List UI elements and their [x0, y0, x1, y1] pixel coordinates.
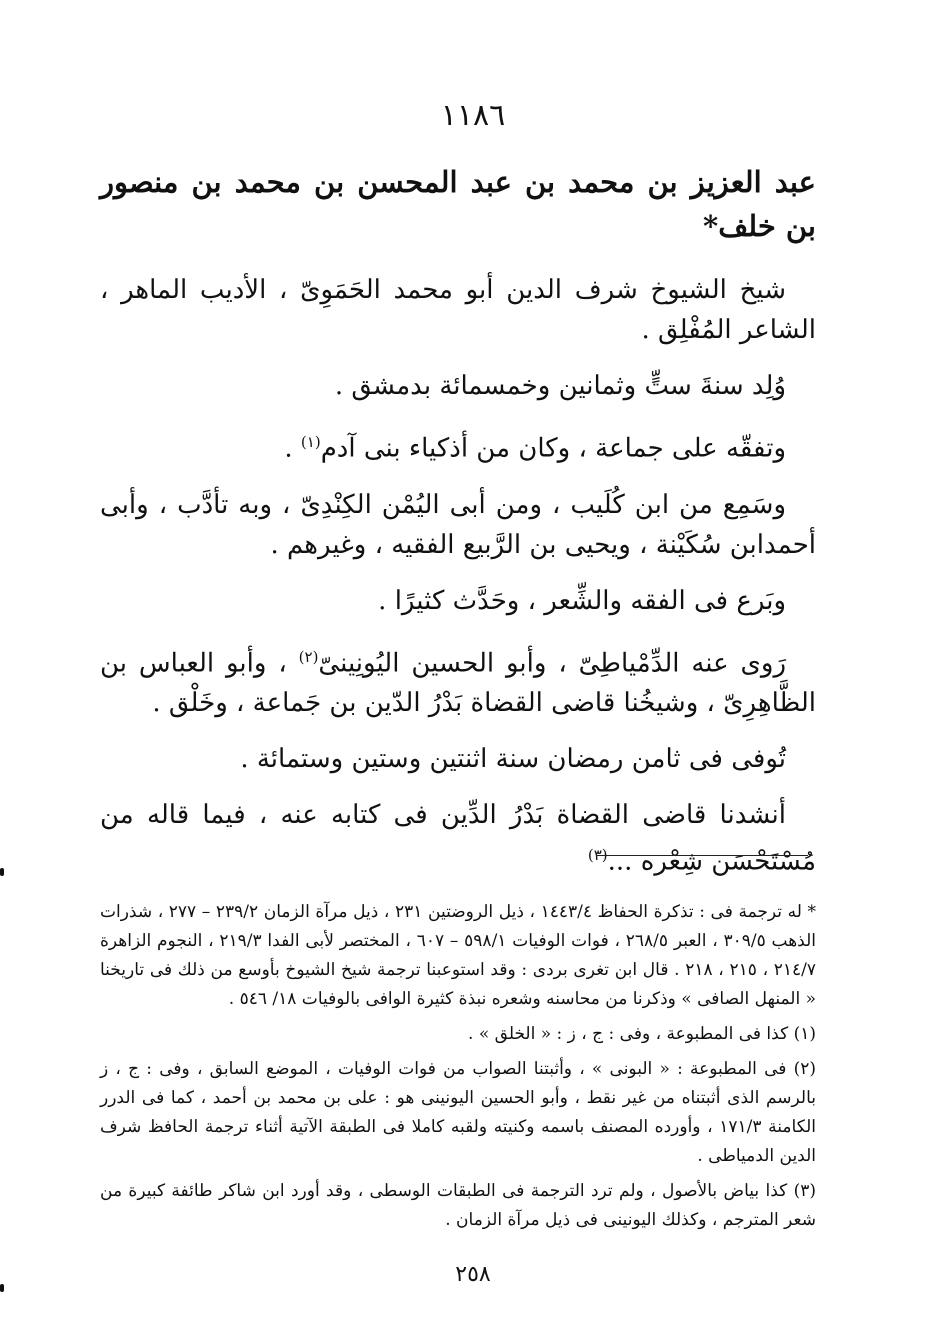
- footnote-star: * له ترجمة فى : تذكرة الحفاظ ١٤٤٣/٤ ، ذيل الروضتين ٢٣١ ، ذيل مرآة الزمان ٢٣٩/٢ – ٢٧٧ ، شذرات الذهب ٣٠٩/٥ ، العبر ٢٦٨/٥ ، فوات الوفيات ٥٩٨/١ – ٦٠٧ ، المختصر لأبى الفدا ٢١٩/٣ ، النجوم الزاهرة ٢١٤/٧ ، ٢١٥ ، ٢١٨ . قال ابن تغرى بردى : وقد استوعبنا ترجمة شيخ الشيوخ بأوسع من ذلك فى تاريخنا « المنهل الصافى » وذكرنا من محاسنه وشعره نبذة كثيرة الوافى بالوفيات ١٨/ ٥٤٦ .: [100, 902, 817, 1009]
- paragraph-3-end: .: [284, 433, 301, 464]
- paragraph-7: تُوفى فى ثامن رمضان سنة اثنتين وستين وستمائة .: [240, 744, 786, 775]
- footnote-1: (١) كذا فى المطبوعة ، وفى : ج ، ز : « الخلق » .: [468, 1024, 816, 1044]
- paragraph-8-text: أنشدنا قاضى القضاة بَدْرُ الدِّين فى كتابه عنه ، فيما قاله من مُسْتَحْسَن شِعْره ...: [100, 800, 816, 877]
- footnote-divider: [596, 855, 808, 856]
- footnote-mark-2: (٢): [298, 647, 319, 666]
- footnote-3: (٣) كذا بياض بالأصول ، ولم ترد الترجمة فى الطبقات الوسطى ، وقد أورد ابن شاكر طائفة كبيرة من شعر المترجم ، وكذلك اليونينى فى ذيل مرآة الزمان .: [100, 1181, 816, 1230]
- paragraph-3-text: وتفقّه على جماعة ، وكان من أذكياء بنى آدم: [320, 433, 786, 464]
- biography-title: عبد العزيز بن محمد بن عبد المحسن بن محمد بن منصور بن خلف*: [100, 165, 816, 243]
- scan-edge-mark: [0, 1284, 4, 1292]
- paragraph-2: وُلِد سنةَ ستٍّ وثمانين وخمسمائة بدمشق .: [334, 371, 786, 401]
- paragraph-4: وسَمِع من ابن كُلَيب ، ومن أبى اليُمْن الكِنْدِىّ ، وبه تأدَّب ، وأبى أحمدابن سُكَيْنة ، ويحيى بن الرَّبيع الفقيه ، وغيرهم .: [100, 489, 816, 560]
- paragraph-5: وبَرع فى الفقه والشِّعر ، وحَدَّث كثيرًا .: [378, 585, 786, 616]
- footnote-mark-3: (٣): [587, 846, 608, 865]
- page-number: ٢٥٨: [455, 1262, 491, 1287]
- paragraph-6-rest: ، وأبو العباس بن الظَّاهِرِىّ ، وشيخُنا قاضى القضاة بَدْرُ الدّين بن جَماعة ، وخَلْق .: [100, 648, 816, 719]
- paragraph-6-text: رَوى عنه الدِّمْياطِىّ ، وأبو الحسين اليُونِينىّ: [318, 648, 787, 679]
- paragraph-1: شيخ الشيوخ شرف الدين أبو محمد الحَمَوِىّ ، الأديب الماهر ، الشاعر المُفْلِق .: [100, 275, 816, 345]
- biography-body: [100, 160, 816, 898]
- paragraph-8: [100, 795, 816, 882]
- footnote-mark-1: (١): [300, 433, 321, 451]
- paragraph-3: [100, 422, 816, 469]
- footnote-2: (٢) فى المطبوعة : « البونى » ، وأثبتنا الصواب من فوات الوفيات ، الموضع السابق ، وفى : ج ، ز بالرسم الذى أثبتناه من غير نقط ، وأبو الحسين اليونينى هو : على بن محمد بن أحمد ، كما فى الدرر الكامنة ١٧١/٣ ، وأورده المصنف باسمه وكنيته ولقبه كاملا فى الطبقة الآتية أثناء ترجمة الحافظ شرف الدين الدمياطى .: [100, 1059, 816, 1166]
- entry-number: ١١٨٦: [440, 98, 506, 133]
- footnotes: [100, 898, 816, 1241]
- scan-edge-mark: [0, 868, 4, 876]
- paragraph-6: [100, 637, 816, 724]
